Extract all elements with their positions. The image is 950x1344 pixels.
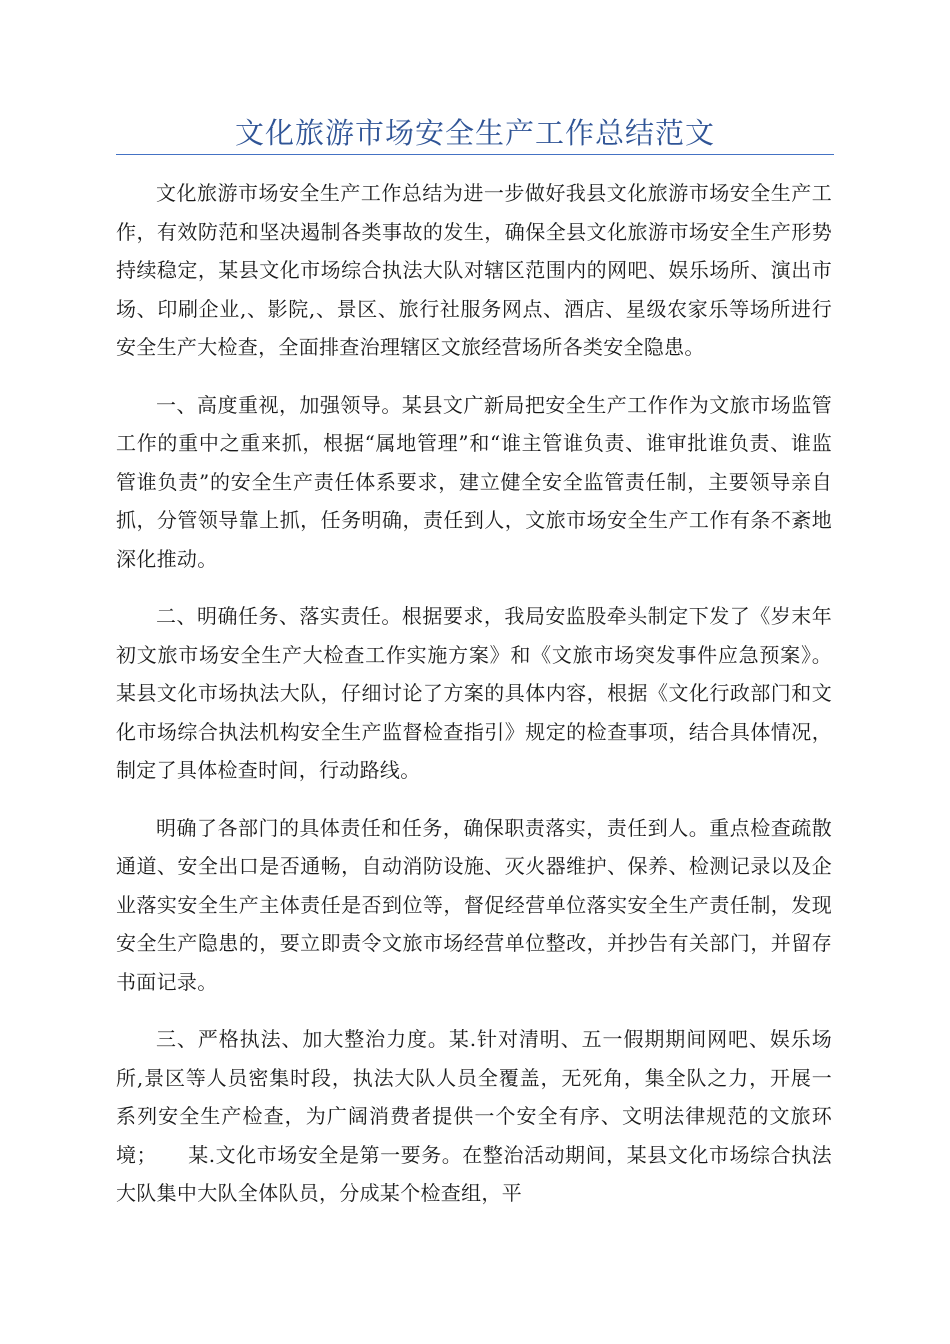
paragraph-section-2-continued: 明确了各部门的具体责任和任务，确保职责落实，责任到人。重点检查疏散通道、安全出口是否通畅，自动消防设施、灭火器维护、保养、检测记录以及企业落实安全生产主体责任是否到位等，督促经营单位落实安全生产责任制，发现安全生产隐患的，要立即责令文旅市场经营单位整改，并抄告有关部门，并留存书面记录。 [116,815,832,994]
document-body [116,174,832,1232]
paragraph-section-1: 一、高度重视，加强领导。某县文广新局把安全生产工作作为文旅市场监管工作的重中之重来抓，根据“属地管理”和“谁主管谁负责、谁审批谁负责、谁监管谁负责”的安全生产责任体系要求，建立健全安全监管责任制，主要领导亲自抓，分管领导靠上抓，任务明确，责任到人，文旅市场安全生产工作有条不紊地深化推动。 [116,392,832,571]
paragraph-section-3: 三、严格执法、加大整治力度。某.针对清明、五一假期期间网吧、娱乐场所,景区等人员密集时段，执法大队人员全覆盖，无死角，集全队之力，开展一系列安全生产检查，为广阔消费者提供一个安全有序、文明法律规范的文旅环境； 某.文化市场安全是第一要务。在整治活动期间，某县文化市场综合执法大队集中大队全体队员，分成某个检查组，平 [116,1027,832,1205]
paragraph-section-2: 二、明确任务、落实责任。根据要求，我局安监股牵头制定下发了《岁末年初文旅市场安全生产大检查工作实施方案》和《文旅市场突发事件应急预案》。某县文化市场执法大队，仔细讨论了方案的具体内容，根据《文化行政部门和文化市场综合执法机构安全生产监督检查指引》规定的检查事项，结合具体情况，制定了具体检查时间，行动路线。 [116,604,832,782]
paragraph-intro: 文化旅游市场安全生产工作总结为进一步做好我县文化旅游市场安全生产工作，有效防范和坚决遏制各类事故的发生，确保全县文化旅游市场安全生产形势持续稳定，某县文化市场综合执法大队对辖区范围内的网吧、娱乐场所、演出市场、印刷企业,、影院,、景区、旅行社服务网点、酒店、星级农家乐等场所进行安全生产大检查，全面排查治理辖区文旅经营场所各类安全隐患。 [116,181,832,359]
title-underline [116,154,834,155]
document-title: 文化旅游市场安全生产工作总结范文 [234,116,715,150]
